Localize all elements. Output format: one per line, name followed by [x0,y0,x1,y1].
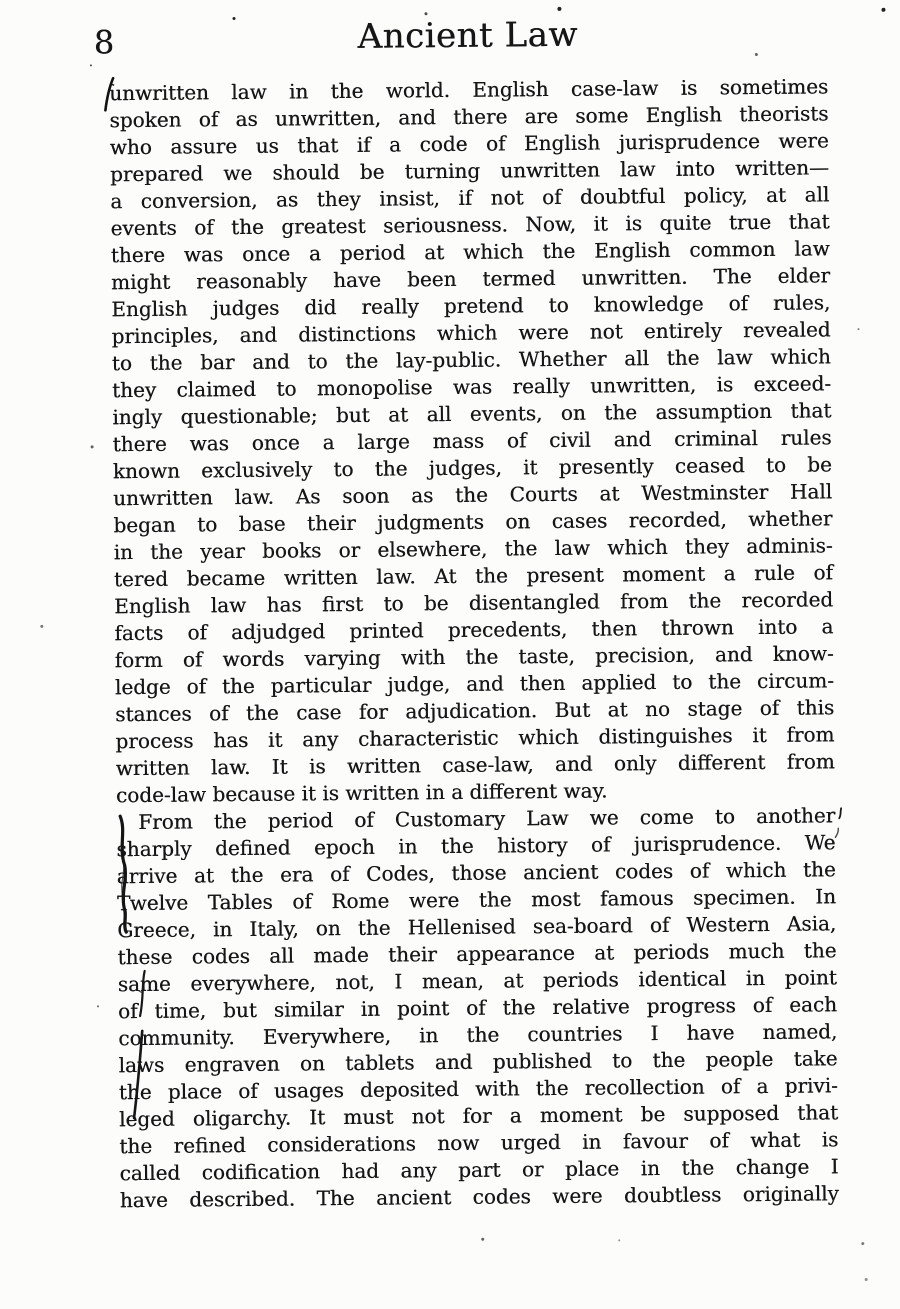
text-line: form of words varying with the taste, precision, and know- [114,641,834,673]
text-line: events of the greatest seriousness. Now, it is quite true that [110,209,830,241]
ink-speck [755,53,758,56]
text-line: they claimed to monopolise was really unwritten, is exceed- [111,371,832,403]
text-line: there was once a period at which the English common law [110,236,830,268]
text-line: English judges did really pretend to knowledge of rules, [111,290,831,322]
text-line: same everywhere, not, I mean, at periods identical in point [117,965,837,997]
text-line: known exclusively to the judges, it presently ceased to be [112,452,832,484]
ink-speck [618,1239,620,1241]
text-line: called codification had any part or place in the change I [119,1154,839,1186]
ink-speck [881,8,885,12]
text-line: laws engraven on tablets and published to the people take [118,1046,838,1078]
text-line: unwritten law in the world. English case-law is sometimes [109,74,829,106]
text-line: ingly questionable; but at all events, on the assumption that [112,398,832,430]
text-line: have described. The ancient codes were doubtless originally [119,1181,839,1213]
text-line: ledge of the particular judge, and then applied to the circum- [114,668,835,700]
text-line: Greece, in Italy, on the Hellenised sea-board of Western Asia, [117,911,837,943]
text-line: code-law because it is written in a different way. [115,778,608,808]
text-line: unwritten law. As soon as the Courts at Westminster Hall [112,479,833,511]
text-line: these codes all made their appearance at periods much the [117,938,837,970]
text-line: who assure us that if a code of English jurisprudence were [109,128,829,160]
ink-speck [865,1278,868,1281]
long-vertical-pen-mark [110,813,137,935]
text-line: to the bar and to the lay-public. Whether all the law which [111,344,831,376]
ink-speck [97,1005,99,1007]
text-line: leged oligarchy. It must not for a moment be supposed that [118,1100,839,1132]
text-line: principles, and distinctions which were not entirely revealed [111,317,831,349]
short-pen-mark-upper [135,969,151,1019]
text-line: the refined considerations now urged in favour of what is [119,1127,839,1159]
right-margin-tick-marks [832,806,848,840]
text-line: English law has first to be disentangled from the recorded [114,587,834,619]
ink-speck [557,7,561,11]
ink-speck [481,1238,484,1241]
text-line: prepared we should be turning unwritten law into written— [109,155,830,187]
ink-speck [858,328,860,330]
ink-speck [232,17,235,20]
ink-speck [90,64,92,66]
text-line: a conversion, as they insist, if not of doubtful policy, at all [110,182,830,214]
text-line: might reasonably have been termed unwritten. The elder [110,263,831,295]
ink-speck [861,1242,864,1245]
short-pen-mark-lower [128,1029,149,1121]
text-line: stances of the case for adjudication. But at no stage of this [115,695,835,727]
text-line: there was once a large mass of civil and criminal rules [112,425,832,457]
page-number: 8 [93,23,115,62]
page-title: Ancient Law [357,14,579,57]
text-line: process has it any characteristic which distinguishes it from [115,722,835,754]
text-line: facts of adjudged printed precedents, then thrown into a [114,614,834,646]
page-body [109,73,839,1214]
text-line: the place of usages deposited with the recollection of a privi- [118,1073,838,1105]
ink-speck [91,445,94,448]
text-line: spoken of as unwritten, and there are some English theorists [109,101,829,133]
text-line: began to base their judgments on cases recorded, whether [113,506,833,538]
text-line: written law. It is written case-law, and only different from [115,749,835,781]
text-line: tered became written law. At the present moment a rule of [113,560,833,592]
ink-speck [424,12,427,15]
text-line: in the year books or elsewhere, the law which they adminis- [113,533,833,565]
ink-speck [40,625,43,628]
text-line: community. Everywhere, in the countries I have named, [118,1019,838,1051]
text-line: Twelve Tables of Rome were the most famous specimen. In [116,884,837,916]
text-line: arrive at the era of Codes, those ancient codes of which the [116,857,836,889]
text-line: sharply defined epoch in the history of jurisprudence. We [116,830,836,862]
slash-pen-mark [96,76,120,114]
text-line: From the period of Customary Law we come to another [138,803,836,835]
text-line: of time, but similar in point of the relative progress of each [117,992,838,1024]
